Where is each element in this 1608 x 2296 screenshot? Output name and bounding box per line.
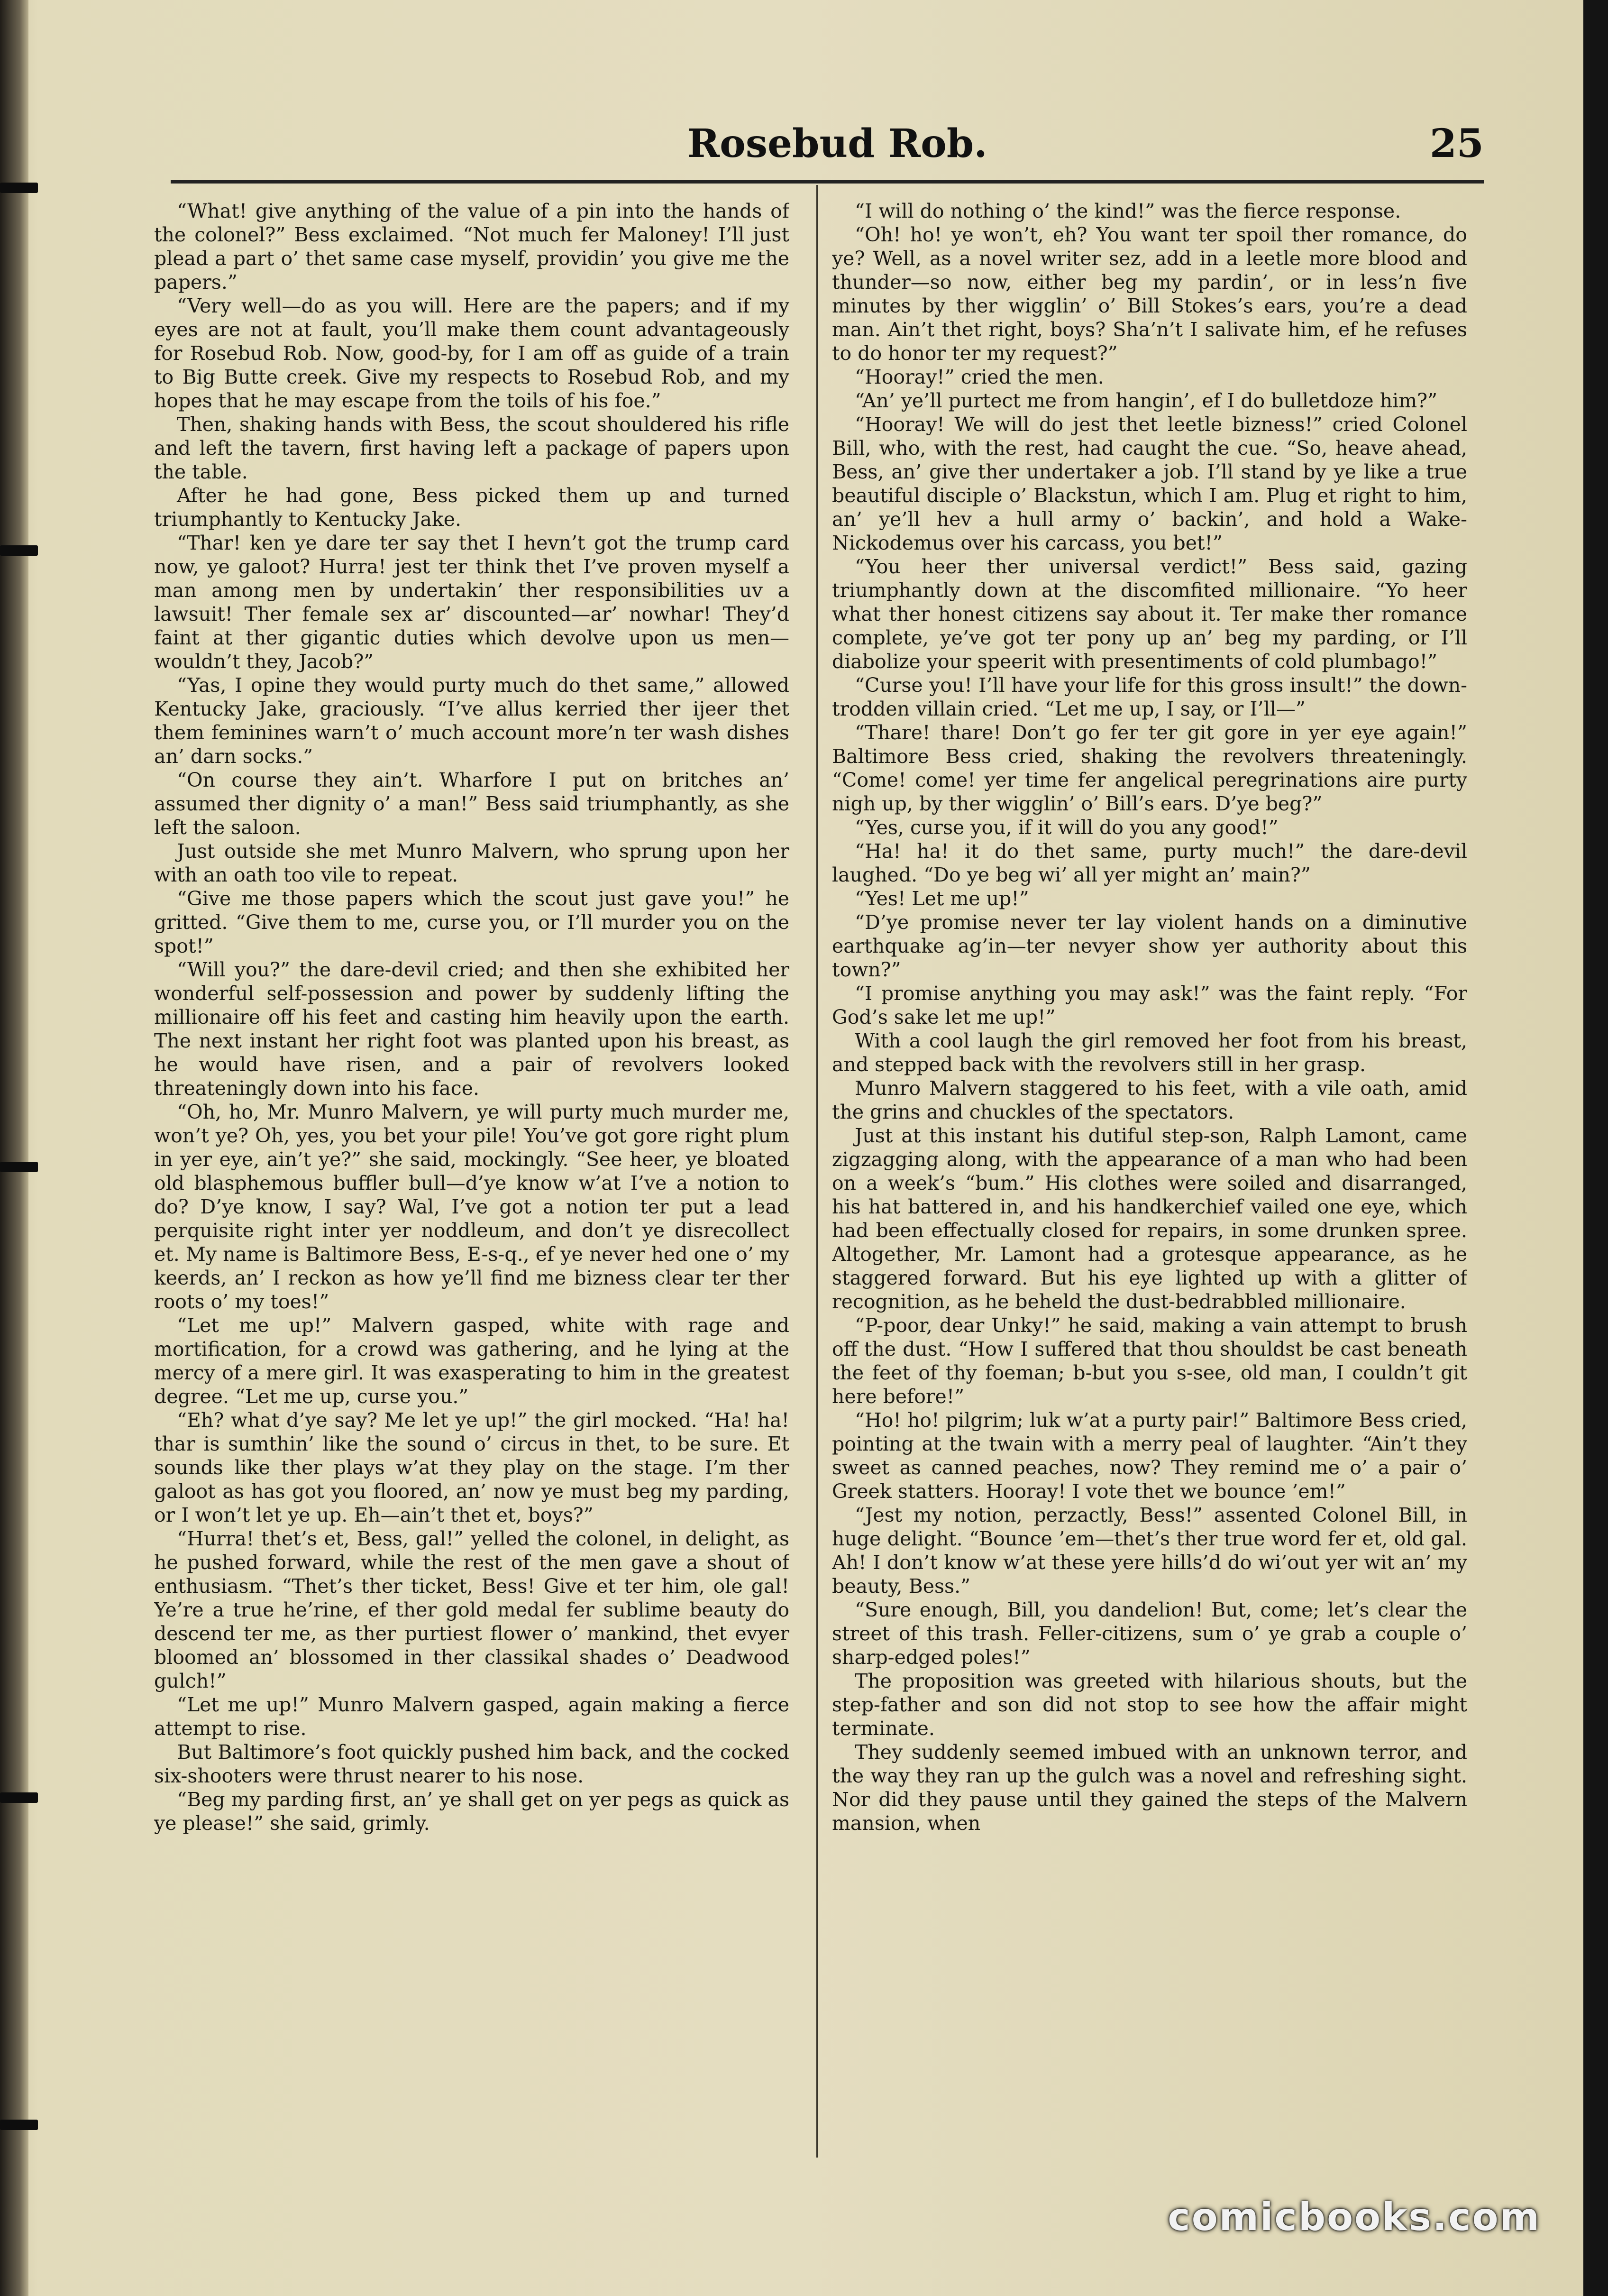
page-header	[156, 121, 1484, 173]
paragraph: “Hooray!” cried the men.	[855, 366, 1104, 388]
paragraph: “Ha! ha! it do thet same, purty much!” the dare-devil laughed. “Do ye beg wi’ all yer might an’ main?”	[832, 840, 1467, 886]
staple-mark	[0, 183, 38, 193]
paragraph: “Oh, ho, Mr. Munro Malvern, ye will purty much murder me, won’t ye? Oh, yes, you bet your pile! You’ve got gore right plum in yer eye, ain’t ye?” she said, mockingly. “See heer, ye bloated old blasphemous buffler bull—d’ye know w’at I’ve a notion to do? D’ye know, I say? Wal, I’ve got a notion ter put a lead perquisite right inter yer noddleum, and don’t ye disrecollect et. My name is Baltimore Bess, E-s-q., ef ye never hed one o’ my keerds, an’ I reckon as how ye’ll find me bizness clear ter ther roots o’ my toes!”	[154, 1101, 789, 1313]
running-title: Rosebud Rob.	[687, 121, 987, 166]
paragraph: Then, shaking hands with Bess, the scout shouldered his rifle and left the tavern, first having left a package of papers upon the table.	[154, 413, 789, 483]
paragraph: Just at this instant his dutiful step-son, Ralph Lamont, came zigzagging along, with the appearance of a man who had been on a week’s “bum.” His clothes were soiled and disarranged, his hat battered in, and his handkerchief vailed one eye, which had been effectually closed for repairs, in some drunken spree. Altogether, Mr. Lamont had a grotesque appearance, as he staggered forward. But his eye lighted up with a glitter of recognition, as he beheld the dust-bedrabbled millionaire.	[832, 1124, 1467, 1313]
paragraph: Munro Malvern staggered to his feet, with a vile oath, amid the grins and chuckles of the spectators.	[832, 1077, 1467, 1123]
paragraph: “You heer ther universal verdict!” Bess said, gazing triumphantly down at the discomfited millionaire. “Yo heer what ther honest citizens say about it. Ter make ther romance complete, ye’ve got ter pony up an’ beg my parding, or I’ll diabolize your speerit with presentiments of cold plumbago!”	[832, 555, 1467, 673]
paragraph: But Baltimore’s foot quickly pushed him back, and the cocked six-shooters were thrust nearer to his nose.	[154, 1741, 789, 1787]
paragraph: “Yes! Let me up!”	[855, 887, 1029, 910]
paragraph: “Jest my notion, perzactly, Bess!” assented Colonel Bill, in huge delight. “Bounce ’em—thet’s ther true word fer et, old gal. Ah! I don’t know w’at these yere hills’d do wi’out yer wit an’ my beauty, Bess.”	[832, 1504, 1467, 1598]
paragraph: “Yas, I opine they would purty much do thet same,” allowed Kentucky Jake, graciously. “I’ve allus kerried ther ijeer thet them feminines warn’t o’ much account more’n ter wash dishes an’ darn socks.”	[154, 674, 789, 768]
watermark: comicbooks.com	[1168, 2195, 1541, 2239]
paragraph: “Will you?” the dare-devil cried; and then she exhibited her wonderful self-possession and power by suddenly lifting the millionaire off his feet and casting him heavily upon the earth. The next instant her right foot was planted upon his breast, as he would have risen, and a pair of revolvers looked threateningly down into his face.	[154, 958, 789, 1100]
paragraph: “Hurra! thet’s et, Bess, gal!” yelled the colonel, in delight, as he pushed forward, while the rest of the men gave a shout of enthusiasm. “Thet’s ther ticket, Bess! Give et ter him, ole gal! Ye’re a true he’rine, ef ther gold medal fer sublime beauty do descend ter me, as ther purtiest flower o’ mankind, thet evyer bloomed an’ blossomed in ther classikal shades o’ Deadwood gulch!”	[154, 1527, 789, 1692]
paragraph: The proposition was greeted with hilarious shouts, but the step-father and son did not stop to see how the affair might terminate.	[832, 1670, 1467, 1740]
paragraph: “Hooray! We will do jest thet leetle bizness!” cried Colonel Bill, who, with the rest, had caught the cue. “So, heave ahead, Bess, an’ give ther undertaker a job. I’ll stand by ye like a true beautiful disciple o’ Blackstun, which I am. Plug et right to him, an’ ye’ll hev a hull army o’ backin’, and hold a Wake-Nickodemus over his carcass, you bet!”	[832, 413, 1467, 554]
paragraph: “D’ye promise never ter lay violent hands on a diminutive earthquake ag’in—ter nevyer show yer authority about this town?”	[832, 911, 1467, 981]
paragraph: “Let me up!” Malvern gasped, white with rage and mortification, for a crowd was gathering, and he lying at the mercy of a mere girl. It was exasperating to him in the greatest degree. “Let me up, curse you.”	[154, 1314, 789, 1408]
paragraph: “On course they ain’t. Wharfore I put on britches an’ assumed ther dignity o’ a man!” Bess said triumphantly, as she left the saloon.	[154, 769, 789, 839]
paragraph: They suddenly seemed imbued with an unknown terror, and the way they ran up the gulch was a novel and refreshing sight. Nor did they pause until they gained the steps of the Malvern mansion, when	[832, 1741, 1467, 1835]
header-rule	[171, 180, 1484, 184]
paragraph: “Curse you! I’ll have your life for this gross insult!” the down-trodden villain cried. “Let me up, I say, or I’ll—”	[832, 674, 1467, 720]
paragraph: “Ho! ho! pilgrim; luk w’at a purty pair!” Baltimore Bess cried, pointing at the twain with a merry peal of laughter. “Ain’t they sweet as canned peaches, now? They remind me o’ a pair o’ Greek statters. Hooray! I vote thet we bounce ’em!”	[832, 1409, 1467, 1503]
binding-edge	[0, 0, 28, 2296]
right-column	[832, 199, 1467, 2153]
paragraph: “An’ ye’ll purtect me from hangin’, ef I do bulletdoze him?”	[855, 389, 1438, 412]
paragraph: “Thar! ken ye dare ter say thet I hevn’t got the trump card now, ye galoot? Hurra! jest ter think thet I’ve proven myself a man among men by undertakin’ ther responsibilities uv a lawsuit! Ther female sex ar’ discounted—ar’ nowhar! They’d faint at ther gigantic duties which devolve upon us men—wouldn’t they, Jacob?”	[154, 532, 789, 673]
paragraph: Just outside she met Munro Malvern, who sprung upon her with an oath too vile to repeat.	[154, 840, 789, 886]
paragraph: “Eh? what d’ye say? Me let ye up!” the girl mocked. “Ha! ha! thar is sumthin’ like the sound o’ circus in thet, to be sure. Et sounds like ther plays w’at they play on the stage. I’m ther galoot as has got you floored, an’ now ye must beg my parding, or I won’t let ye up. Eh—ain’t thet et, boys?”	[154, 1409, 789, 1526]
staple-mark	[0, 545, 38, 556]
page-number: 25	[1429, 121, 1484, 166]
staple-mark	[0, 1162, 38, 1172]
paragraph: “Yes, curse you, if it will do you any good!”	[855, 816, 1279, 839]
paragraph: With a cool laugh the girl removed her foot from his breast, and stepped back with the revolvers still in her grasp.	[832, 1029, 1467, 1076]
paragraph: “P-poor, dear Unky!” he said, making a vain attempt to brush off the dust. “How I suffered that thou shouldst be cast beneath the feet of thy foeman; b-but you s-see, old man, I couldn’t git here before!”	[832, 1314, 1467, 1408]
paragraph: “Thare! thare! Don’t go fer ter git gore in yer eye again!” Baltimore Bess cried, shaking the revolvers threateningly. “Come! come! yer time fer angelical peregrinations aire purty nigh up, by ther wigglin’ o’ Bill’s ears. D’ye beg?”	[832, 721, 1467, 815]
paragraph: “I promise anything you may ask!” was the faint reply. “For God’s sake let me up!”	[832, 982, 1467, 1029]
paragraph: “I will do nothing o’ the kind!” was the fierce response.	[855, 200, 1401, 222]
staple-mark	[0, 2120, 38, 2130]
paragraph: “Give me those papers which the scout just gave you!” he gritted. “Give them to me, curse you, or I’ll murder you on the spot!”	[154, 887, 789, 957]
paragraph: After he had gone, Bess picked them up and turned triumphantly to Kentucky Jake.	[154, 484, 789, 531]
paragraph: “Let me up!” Munro Malvern gasped, again making a fierce attempt to rise.	[154, 1693, 789, 1740]
paragraph: “Beg my parding first, an’ ye shall get on yer pegs as quick as ye please!” she said, grimly.	[154, 1788, 789, 1835]
staple-mark	[0, 1792, 38, 1803]
paragraph: “Oh! ho! ye won’t, eh? You want ter spoil ther romance, do ye? Well, as a novel writer sez, add in a leetle more blood and thunder—so now, either beg my pardin’, or in less’n five minutes by ther wigglin’ o’ Bill Stokes’s ears, you’re a dead man. Ain’t thet right, boys? Sha’n’t I salivate him, ef he refuses to do honor ter my request?”	[832, 223, 1467, 365]
paragraph: “Very well—do as you will. Here are the papers; and if my eyes are not at fault, you’ll make them count advantageously for Rosebud Rob. Now, good-by, for I am off as guide of a train to Big Butte creek. Give my respects to Rosebud Rob, and my hopes that he may escape from the toils of his foe.”	[154, 294, 789, 412]
paragraph: “Sure enough, Bill, you dandelion! But, come; let’s clear the street of this trash. Feller-citizens, sum o’ ye grab a couple o’ sharp-edged poles!”	[832, 1598, 1467, 1669]
column-divider	[816, 185, 818, 2158]
left-column	[154, 199, 789, 2153]
paragraph: “What! give anything of the value of a pin into the hands of the colonel?” Bess exclaimed. “Not much fer Maloney! I’ll just plead a part o’ thet same case myself, providin’ you give me the papers.”	[154, 200, 789, 294]
